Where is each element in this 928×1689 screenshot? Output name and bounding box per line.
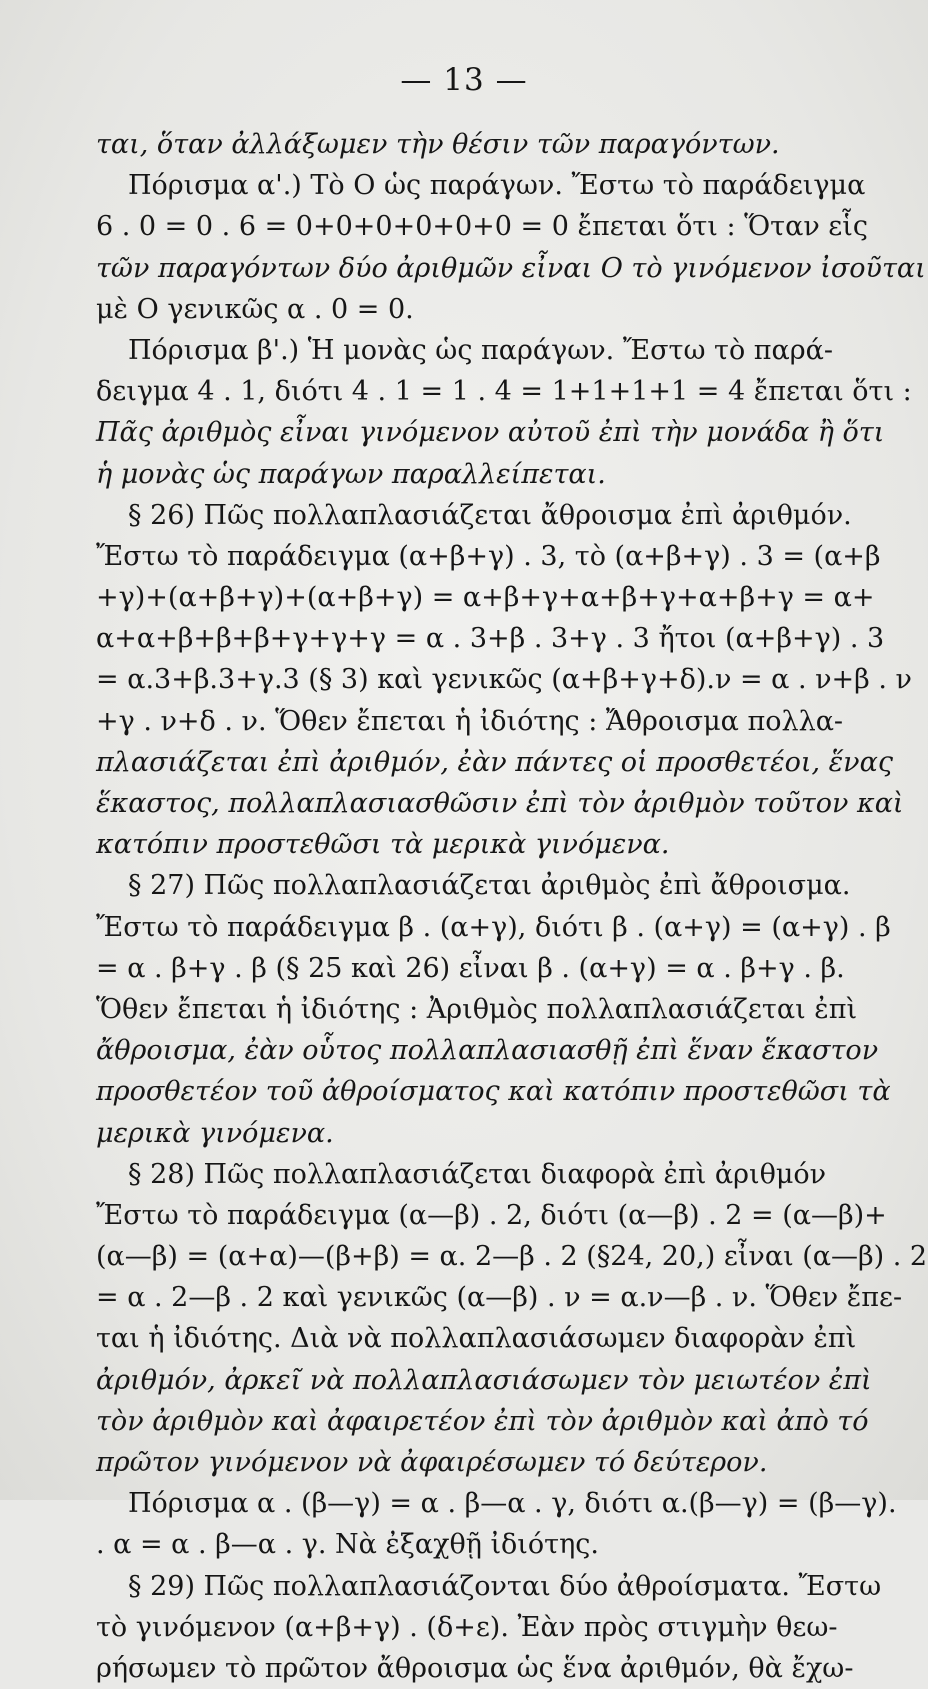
text-line: κατόπιν προστεθῶσι τὰ μερικὰ γινόμενα. xyxy=(96,829,670,861)
text-line: +γ)+(α+β+γ)+(α+β+γ) = α+β+γ+α+β+γ+α+β+γ = α+ xyxy=(96,582,875,614)
text-line: ται, ὅταν ἀλλάξωμεν τὴν θέσιν τῶν παραγόντων. xyxy=(96,129,780,160)
text-line: . α = α . β—α . γ. Νὰ ἐξαχθῇ ἰδιότης. xyxy=(96,1529,599,1561)
text-line: Πᾶς ἀριθμὸς εἶναι γινόμενον αὐτοῦ ἐπὶ τὴν μονάδα ἢ ὅτι xyxy=(96,417,885,449)
text-line: = α.3+β.3+γ.3 (§ 3) καὶ γενικῶς (α+β+γ+δ).ν = α . ν+β . ν xyxy=(96,664,912,696)
text-line: πρῶτον γινόμενον νὰ ἀφαιρέσωμεν τό δεύτερον. xyxy=(96,1447,768,1478)
text-line: Ἔστω τὸ παράδειγμα (α+β+γ) . 3, τὸ (α+β+γ) . 3 = (α+β xyxy=(96,540,881,572)
text-line: μερικὰ γινόμενα. xyxy=(96,1117,334,1149)
text-line: ρήσωμεν τὸ πρῶτον ἄθροισμα ὡς ἕνα ἀριθμόν, θὰ ἔχω- xyxy=(96,1652,854,1684)
text-line: ἕκαστος, πολλαπλασιασθῶσιν ἐπὶ τὸν ἀριθμὸν τοῦτον καὶ xyxy=(96,788,904,819)
text-line: = α . β+γ . β (§ 25 καὶ 26) εἶναι β . (α+γ) = α . β+γ . β. xyxy=(96,952,845,984)
text-line: +γ . ν+δ . ν. Ὅθεν ἔπεται ἡ ἰδιότης : Ἄθροισμα πολλα- xyxy=(96,705,844,737)
text-line: τὸ γινόμενον (α+β+γ) . (δ+ε). Ἐὰν πρὸς στιγμὴν θεω- xyxy=(96,1611,838,1643)
text-line: μὲ O γενικῶς α . 0 = 0. xyxy=(96,293,414,325)
text-line: § 26) Πῶς πολλαπλασιάζεται ἄθροισμα ἐπὶ ἀριθμόν. xyxy=(128,499,852,531)
text-line: 6 . 0 = 0 . 6 = 0+0+0+0+0+0 = 0 ἔπεται ὅτι : Ὅταν εἷς xyxy=(96,211,869,243)
text-line: τῶν παραγόντων δύο ἀριθμῶν εἶναι O τὸ γινόμενον ἰσοῦται xyxy=(96,252,926,284)
text-body xyxy=(96,124,928,1689)
text-line: Πόρισμα α . (β—γ) = α . β—α . γ, διότι α.(β—γ) = (β—γ). xyxy=(128,1488,897,1520)
text-line: § 29) Πῶς πολλαπλασιάζονται δύο ἀθροίσματα. Ἔστω xyxy=(128,1570,882,1602)
text-line: ται ἡ ἰδιότης. Διὰ νὰ πολλαπλασιάσωμεν διαφορὰν ἐπὶ xyxy=(96,1323,857,1355)
text-line: Ὅθεν ἔπεται ἡ ἰδιότης : Ἀριθμὸς πολλαπλασιάζεται ἐπὶ xyxy=(96,993,858,1025)
text-line: (α—β) = (α+α)—(β+β) = α. 2—β . 2 (§24, 20,) εἶναι (α—β) . 2 xyxy=(96,1241,928,1273)
text-line: δειγμα 4 . 1, διότι 4 . 1 = 1 . 4 = 1+1+1+1 = 4 ἔπεται ὅτι : xyxy=(96,376,912,408)
text-line: Πόρισμα β'.) Ἡ μονὰς ὡς παράγων. Ἔστω τὸ παρά- xyxy=(128,334,834,366)
text-line: προσθετέον τοῦ ἀθροίσματος καὶ κατόπιν προστεθῶσι τὰ xyxy=(96,1076,891,1108)
text-line: Ἔστω τὸ παράδειγμα β . (α+γ), διότι β . (α+γ) = (α+γ) . β xyxy=(96,911,891,943)
page-number: — 13 — xyxy=(400,62,528,98)
text-line: Πόρισμα α'.) Τὸ O ὡς παράγων. Ἔστω τὸ παράδειγμα xyxy=(128,170,866,202)
text-line: πλασιάζεται ἐπὶ ἀριθμόν, ἐὰν πάντες οἱ προσθετέοι, ἕνας xyxy=(96,746,893,778)
text-line: = α . 2—β . 2 καὶ γενικῶς (α—β) . ν = α.ν—β . ν. Ὅθεν ἔπε- xyxy=(96,1282,903,1314)
text-line: § 27) Πῶς πολλαπλασιάζεται ἀριθμὸς ἐπὶ ἄθροισμα. xyxy=(128,870,851,902)
text-line: Ἔστω τὸ παράδειγμα (α—β) . 2, διότι (α—β) . 2 = (α—β)+ xyxy=(96,1199,887,1231)
text-line: ἡ μονὰς ὡς παράγων παραλλείπεται. xyxy=(96,458,606,490)
text-line: τὸν ἀριθμὸν καὶ ἀφαιρετέον ἐπὶ τὸν ἀριθμὸν καὶ ἀπὸ τό xyxy=(96,1405,869,1437)
text-line: § 28) Πῶς πολλαπλασιάζεται διαφορὰ ἐπὶ ἀριθμόν xyxy=(128,1158,827,1190)
text-line: α+α+β+β+β+γ+γ+γ = α . 3+β . 3+γ . 3 ἤτοι (α+β+γ) . 3 xyxy=(96,623,885,655)
text-line: ἀριθμόν, ἀρκεῖ νὰ πολλαπλασιάσωμεν τὸν μειωτέον ἐπὶ xyxy=(96,1364,872,1396)
text-line: ἄθροισμα, ἐὰν οὗτος πολλαπλασιασθῇ ἐπὶ ἕναν ἕκαστον xyxy=(96,1035,879,1067)
